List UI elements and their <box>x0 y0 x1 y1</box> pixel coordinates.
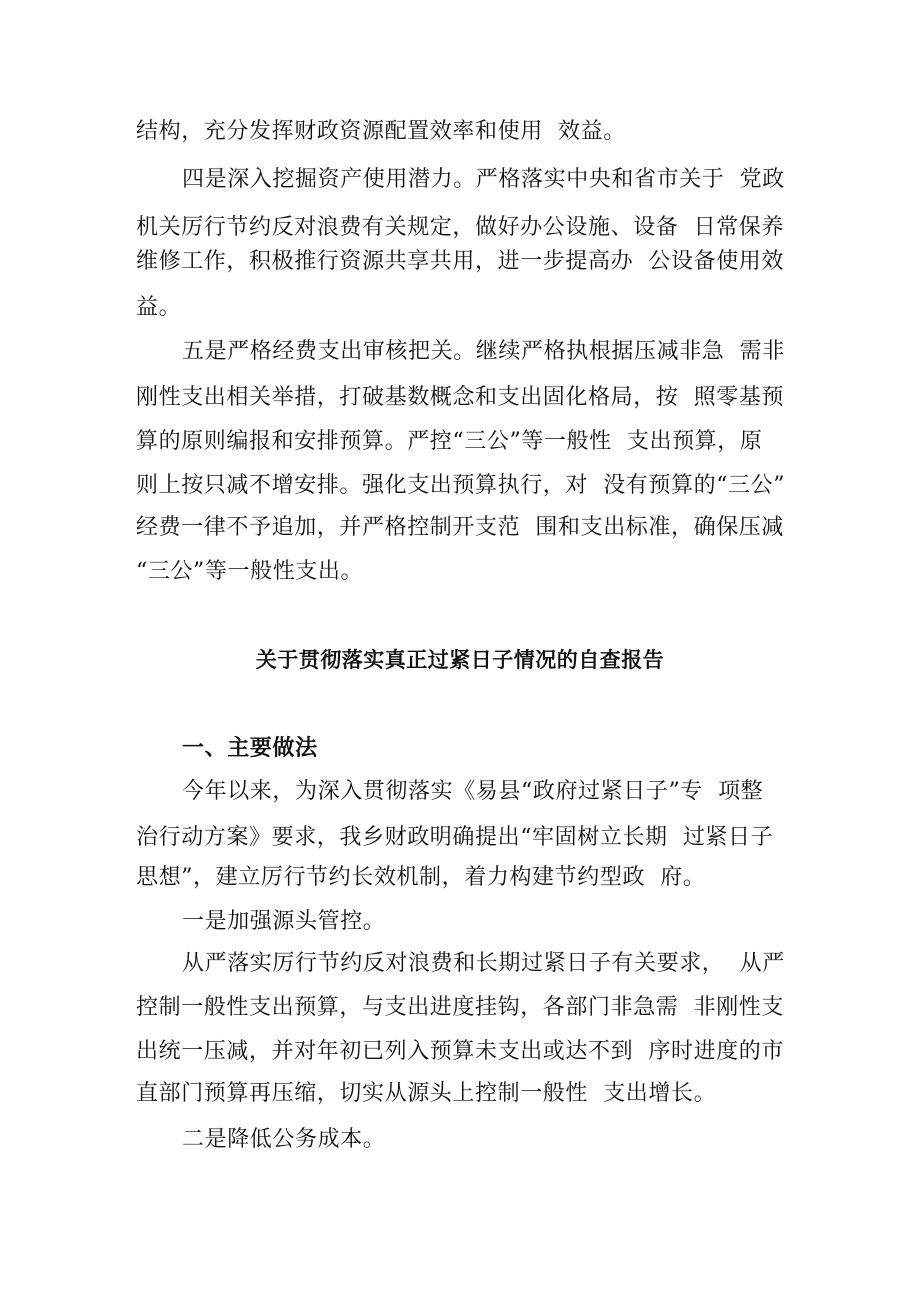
point-1-paragraph-line: 控制一般性支出预算，与支出进度挂钩，各部门非急需 非刚性支 <box>136 995 784 1020</box>
paragraph-5-line: 算的原则编报和安排预算。严控“三公”等一般性 支出预算，原 <box>136 429 763 454</box>
point-1-heading: 一是加强源头管控。 <box>182 909 386 934</box>
paragraph-5-line: 五是严格经费支出审核把关。继续严格执根据压减非急 需非 <box>182 339 785 364</box>
paragraph-4-line: 益。 <box>136 295 182 320</box>
paragraph-5-line: 刚性支出相关举措，打破基数概念和支出固化格局，按 照零基预 <box>136 385 784 410</box>
paragraph-5-line: 经费一律不予追加，并严格控制开支范 围和支出标准，确保压减 <box>136 515 784 540</box>
section-heading: 一、主要做法 <box>182 736 318 761</box>
report-title: 关于贯彻落实真正过紧日子情况的自查报告 <box>255 648 665 672</box>
point-1-paragraph-line: 出统一压减，并对年初已列入预算未支出或达不到 序时进度的市 <box>136 1039 784 1064</box>
paragraph-5-line: “三公”等一般性支出。 <box>136 559 364 584</box>
paragraph-5-line: 则上按只减不增安排。强化支出预算执行，对 没有预算的“三公” <box>136 473 786 498</box>
paragraph-4-line: 维修工作，积极推行资源共享共用，进一步提高办 公设备使用效 <box>136 249 784 274</box>
intro-paragraph-line: 治行动方案》要求，我乡财政明确提出“牢固树立长期 过紧日子 <box>136 825 774 850</box>
point-1-paragraph-line: 直部门预算再压缩，切实从源头上控制一般性 支出增长。 <box>136 1081 717 1106</box>
point-2-heading: 二是降低公务成本。 <box>182 1127 386 1152</box>
intro-paragraph-line: 思想”，建立厉行节约长效机制，着力构建节约型政 府。 <box>136 865 706 890</box>
paragraph-4-line: 四是深入挖掘资产使用潜力。严格落实中央和省市关于 党政 <box>182 167 785 192</box>
intro-paragraph-line: 今年以来，为深入贯彻落实《易县“政府过紧日子”专 项整 <box>182 779 764 804</box>
paragraph-continuation-line: 结构，充分发挥财政资源配置效率和使用 效益。 <box>136 119 626 144</box>
paragraph-4-line: 机关厉行节约反对浪费有关规定，做好办公设施、设备 日常保养 <box>136 215 784 240</box>
point-1-paragraph-line: 从严落实厉行节约反对浪费和长期过紧日子有关要求， 从严 <box>182 951 785 976</box>
